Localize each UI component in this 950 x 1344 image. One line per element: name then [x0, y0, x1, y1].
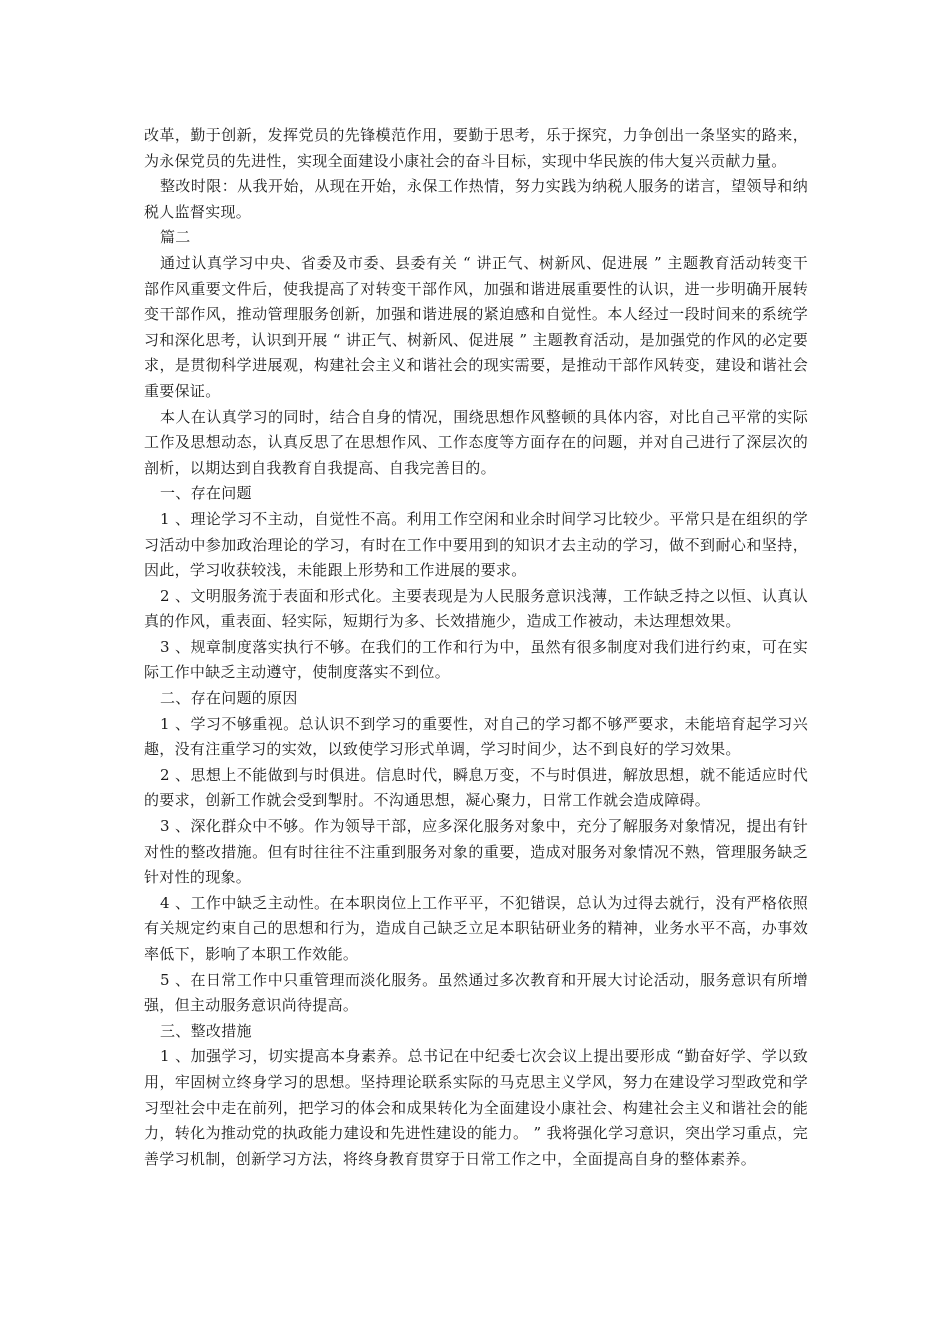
cause-item-2: 2 、思想上不能做到与时俱进。信息时代，瞬息万变，不与时俱进，解放思想，就不能适应时代的要求，创新工作就会受到掣肘。不沟通思想，凝心聚力，日常工作就会造成障碍。 — [144, 765, 808, 810]
paragraph-rectification-deadline: 整改时限：从我开始，从现在开始，永保工作热情，努力实践为纳税人服务的诺言，望领导和纳税人监督实现。 — [144, 177, 808, 221]
problem-item-1: 1 、理论学习不主动，自觉性不高。利用工作空闲和业余时间学习比较少。平常只是在组织的学习活动中参加政治理论的学习，有时在工作中要用到的知识才去主动的学习，做不到耐心和坚持，因此，学习收获较浅，未能跟上形势和工作进展的要求。 — [144, 509, 808, 580]
measure-item-1: 1 、加强学习，切实提高本身素养。总书记在中纪委七次会议上提出要形成 “勤奋好学、学以致用，牢固树立终身学习的思想。坚持理论联系实际的马克思主义学风，努力在建设学习型政党和学习型社会中走在前列，把学习的体会和成果转化为全面建设小康社会、构建社会主义和谐社会的能力，转化为推动党的执政能力建设和先进性建设的能力。 ” 我将强化学习意识，突出学习重点，完善学习机制，创新学习方法，将终身教育贯穿于日常工作之中，全面提高自身的整体素养。 — [144, 1047, 808, 1168]
paragraph-intro: 通过认真学习中央、省委及市委、县委有关 “ 讲正气、树新风、促进展 ” 主题教育活动转变干部作风重要文件后，使我提高了对转变干部作风，加强和谐进展重要性的认识，进一步明确开展转变干部作风，推动管理服务创新，加强和谐进展的紧迫感和自觉性。本人经过一段时间来的系统学习和深化思考，认识到开展 “ 讲正气、树新风、促进展 ” 主题教育活动，是加强党的作风的必定要求，是贯彻科学进展观，构建社会主义和谐社会的现实需要，是推动干部作风转变，建设和谐社会重要保证。 — [144, 253, 808, 400]
problem-item-2: 2 、文明服务流于表面和形式化。主要表现是为人民服务意识浅薄，工作缺乏持之以恒、认真认真的作风，重表面、轻实际，短期行为多、长效措施少，造成工作被动，未达理想效果。 — [144, 586, 808, 631]
heading-problem-causes: 二、存在问题的原因 — [160, 689, 298, 708]
paragraph-self-reflection: 本人在认真学习的同时，结合自身的情况，围绕思想作风整顿的具体内容，对比自己平常的实际工作及思想动态，认真反思了在思想作风、工作态度等方面存在的问题，并对自己进行了深层次的剖析，以期达到自我教育自我提高、自我完善目的。 — [144, 407, 808, 477]
section-heading-part-two: 篇二 — [160, 228, 191, 247]
paragraph-continuation: 改革，勤于创新，发挥党员的先锋模范作用，要勤于思考，乐于探究，力争创出一条坚实的路来，为永保党员的先进性，实现全面建设小康社会的奋斗目标，实现中华民族的伟大复兴贡献力量。 — [144, 126, 808, 170]
document-page — [144, 123, 808, 1172]
cause-item-5: 5 、在日常工作中只重管理而淡化服务。虽然通过多次教育和开展大讨论活动，服务意识有所增强，但主动服务意识尚待提高。 — [144, 970, 808, 1015]
heading-existing-problems: 一、存在问题 — [160, 484, 252, 503]
problem-item-3: 3 、规章制度落实执行不够。在我们的工作和行为中，虽然有很多制度对我们进行约束，可在实际工作中缺乏主动遵守，使制度落实不到位。 — [144, 637, 808, 682]
heading-rectification-measures: 三、整改措施 — [160, 1021, 252, 1040]
cause-item-3: 3 、深化群众中不够。作为领导干部，应多深化服务对象中，充分了解服务对象情况，提出有针对性的整改措施。但有时往往不注重到服务对象的重要，造成对服务对象情况不熟，管理服务缺乏针对性的现象。 — [144, 817, 808, 887]
cause-item-1: 1 、学习不够重视。总认识不到学习的重要性，对自己的学习都不够严要求，未能培育起学习兴趣，没有注重学习的实效，以致使学习形式单调，学习时间少，达不到良好的学习效果。 — [144, 714, 808, 759]
cause-item-4: 4 、工作中缺乏主动性。在本职岗位上工作平平，不犯错误，总认为过得去就行，没有严格依照有关规定约束自己的思想和行为，造成自己缺乏立足本职钻研业务的精神，业务水平不高，办事效率低下，影响了本职工作效能。 — [144, 893, 808, 963]
